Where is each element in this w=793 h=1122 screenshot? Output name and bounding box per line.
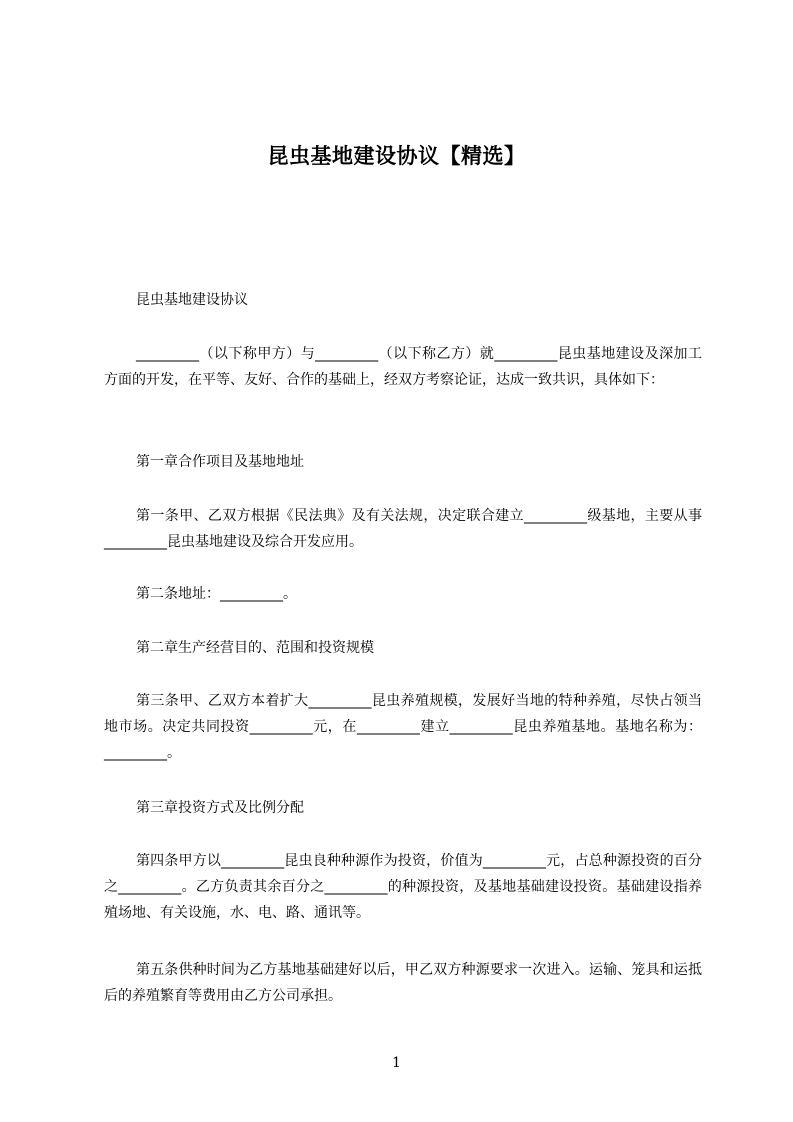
article-5-paragraph: 第五条供种时间为乙方基地基础建好以后，甲乙双方种源要求一次进入。运输、笼具和运抵后的养殖繁育等费用由乙方公司承担。 (104, 962, 702, 1004)
article-2-paragraph: 第二条地址：_________。 (136, 586, 297, 602)
chapter-2-heading: 第二章生产经营目的、范围和投资规模 (136, 640, 374, 656)
agreement-heading: 昆虫基地建设协议 (136, 292, 248, 308)
document-title: 昆虫基地建设协议【精选】 (267, 144, 526, 168)
article-1-paragraph: 第一条甲、乙双方根据《民法典》及有关法规，决定联合建立_________级基地，主要从事_________昆虫基地建设及综合开发应用。 (104, 508, 702, 550)
article-4-paragraph: 第四条甲方以_________昆虫良种种源作为投资，价值为_________元，占总种源投资的百分之_________。乙方负责其余百分之_________的种源投资，及基地基础建设投资。基础建设指养殖场地、有关设施，水、电、路、通讯等。 (104, 853, 702, 921)
chapter-3-heading: 第三章投资方式及比例分配 (136, 800, 304, 816)
page-number: 1 (392, 1055, 401, 1071)
chapter-1-heading: 第一章合作项目及基地地址 (136, 454, 304, 470)
article-3-paragraph: 第三条甲、乙双方本着扩大_________昆虫养殖规模，发展好当地的特种养殖，尽快占领当地市场。决定共同投资_________元，在_________建立_________昆虫养殖基地。基地名称为：_________。 (104, 693, 702, 761)
preamble-paragraph: _________（以下称甲方）与_________（以下称乙方）就_________昆虫基地建设及深加工方面的开发，在平等、友好、合作的基础上，经双方考察论证，达成一致共识，具体如下： (104, 346, 702, 388)
